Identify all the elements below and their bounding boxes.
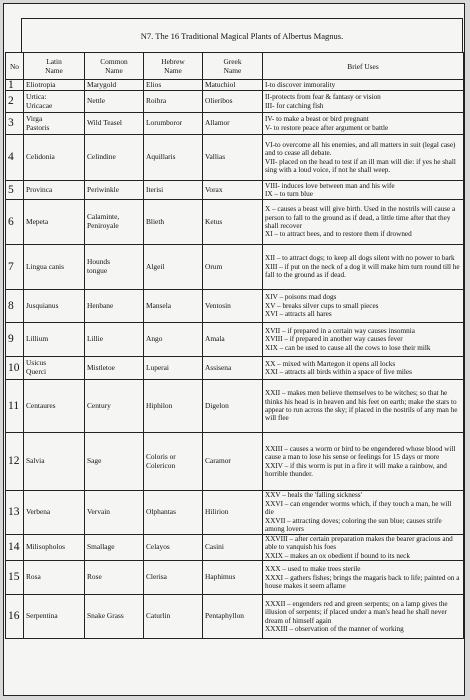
table-row [6, 433, 464, 491]
table-title: N7. The 16 Traditional Magical Plants of Albertus Magnus. [21, 18, 463, 52]
brief-uses-cell: I-to discover immorality [263, 80, 464, 91]
table-body [6, 80, 464, 639]
row-number: 15 [6, 561, 24, 595]
latin-name-cell: Lingua canis [24, 245, 85, 290]
common-name-cell: Mistletoe [85, 357, 144, 380]
plants-table [5, 52, 464, 639]
latin-name-cell: Verbena [24, 491, 85, 535]
brief-uses-cell: XX – mixed with Martegon it opens all locks XXI – attracts all birds within a space of five miles [263, 357, 464, 380]
greek-name-cell: Matuchiol [203, 80, 263, 91]
brief-uses-cell: XII – to attract dogs; to keep all dogs silent with no power to bark XIII – if put on the neck of a dog it will make him turn round till he fall to the ground as if dead. [263, 245, 464, 290]
latin-name-cell: Urtica: Uricacae [24, 91, 85, 113]
hebrew-name-cell: Ango [144, 323, 203, 357]
latin-name-cell: Rosa [24, 561, 85, 595]
brief-uses-cell: II-protects from fear & fantasy or vision III- for catching fish [263, 91, 464, 113]
greek-name-cell: Vallias [203, 135, 263, 181]
table-row [6, 561, 464, 595]
latin-name-cell: Eliotropia [24, 80, 85, 91]
common-name-cell: Marygold [85, 80, 144, 91]
header-common-name: Common Name [85, 53, 144, 80]
row-number: 6 [6, 200, 24, 245]
brief-uses-cell: XIV – poisons mad dogs XV – breaks silver cups to small pieces XVI – attracts all hares [263, 290, 464, 323]
brief-uses-cell: XVII – if prepared in a certain way causes insomnia XVIII – if prepared in another way causes fever XIX – can be used to cause all the cows to lose their milk [263, 323, 464, 357]
row-number: 16 [6, 595, 24, 639]
greek-name-cell: Haphimus [203, 561, 263, 595]
header-brief-uses: Brief Uses [263, 53, 464, 80]
row-number: 3 [6, 113, 24, 135]
latin-name-cell: Lillium [24, 323, 85, 357]
hebrew-name-cell: Clerisa [144, 561, 203, 595]
greek-name-cell: Assisena [203, 357, 263, 380]
latin-name-cell: Milisopholos [24, 535, 85, 561]
greek-name-cell: Ketus [203, 200, 263, 245]
table-row [6, 135, 464, 181]
header-latin-name: Latin Name [24, 53, 85, 80]
row-number: 5 [6, 181, 24, 200]
hebrew-name-cell: Algeil [144, 245, 203, 290]
hebrew-name-cell: Roibra [144, 91, 203, 113]
brief-uses-cell: XXIII – causes a worm or bird to be engendered whose blood will cause a man to lose his sense or feelings for 15 days or more XXIV – if this worm is put in a fire it will make a rainbow, and horrible thunder. [263, 433, 464, 491]
hebrew-name-cell: Coloris or Colericon [144, 433, 203, 491]
common-name-cell: Calaminte, Peniroyale [85, 200, 144, 245]
brief-uses-cell: XXXII – engenders red and green serpents; on a lamp gives the illusion of serpents; if placed under a man's head he shall never dream of himself again XXXIII – observation of the manner of working [263, 595, 464, 639]
row-number: 8 [6, 290, 24, 323]
latin-name-cell: Centaures [24, 380, 85, 433]
latin-name-cell: Serpentina [24, 595, 85, 639]
table-row [6, 323, 464, 357]
common-name-cell: Century [85, 380, 144, 433]
row-number: 7 [6, 245, 24, 290]
hebrew-name-cell: Celayos [144, 535, 203, 561]
latin-name-cell: Celidonia [24, 135, 85, 181]
common-name-cell: Vervain [85, 491, 144, 535]
row-number: 11 [6, 380, 24, 433]
row-number: 1 [6, 80, 24, 91]
header-greek-name: Greek Name [203, 53, 263, 80]
brief-uses-cell: VI-to overcome all his enemies, and all matters in suit (legal case) and to cease all debate. VII- placed on the head to test if an ill man will die: if yes he shall sing with a loud voice, if not he shall weep. [263, 135, 464, 181]
table-row [6, 595, 464, 639]
row-number: 2 [6, 91, 24, 113]
table-row [6, 357, 464, 380]
greek-name-cell: Amala [203, 323, 263, 357]
greek-name-cell: Digelon [203, 380, 263, 433]
table-row [6, 91, 464, 113]
common-name-cell: Nettle [85, 91, 144, 113]
latin-name-cell: Salvia [24, 433, 85, 491]
common-name-cell: Henbane [85, 290, 144, 323]
latin-name-cell: Jusquianus [24, 290, 85, 323]
table-row [6, 200, 464, 245]
table-row [6, 80, 464, 91]
latin-name-cell: Provinca [24, 181, 85, 200]
hebrew-name-cell: Luperai [144, 357, 203, 380]
latin-name-cell: Mepeta [24, 200, 85, 245]
greek-name-cell: Hilirion [203, 491, 263, 535]
table-row [6, 535, 464, 561]
document-page [3, 3, 465, 696]
row-number: 14 [6, 535, 24, 561]
common-name-cell: Periwinkle [85, 181, 144, 200]
hebrew-name-cell: Hiphilon [144, 380, 203, 433]
common-name-cell: Celindine [85, 135, 144, 181]
greek-name-cell: Allamor [203, 113, 263, 135]
greek-name-cell: Olieribos [203, 91, 263, 113]
common-name-cell: Smallage [85, 535, 144, 561]
greek-name-cell: Orum [203, 245, 263, 290]
brief-uses-cell: XXVIII – after certain preparation makes the bearer gracious and able to vanquish his foes XXIX – makes an ox obedient if bound to its neck [263, 535, 464, 561]
hebrew-name-cell: Lorumboror [144, 113, 203, 135]
common-name-cell: Snake Grass [85, 595, 144, 639]
brief-uses-cell: X – causes a beast will give birth. Used in the nostrils will cause a person to fall to the ground as if dead, a little time after that they shall recover XI – to attract bees, and to restore them if drowned [263, 200, 464, 245]
greek-name-cell: Ventosin [203, 290, 263, 323]
table-row [6, 491, 464, 535]
greek-name-cell: Casini [203, 535, 263, 561]
common-name-cell: Wild Teasel [85, 113, 144, 135]
header-no: No [6, 53, 24, 80]
table-row [6, 290, 464, 323]
brief-uses-cell: XXX – used to make trees sterile XXXI – gathers fishes; brings the magaris back to life; painted on a house makes it seem aflame [263, 561, 464, 595]
hebrew-name-cell: Caturlin [144, 595, 203, 639]
header-row [6, 53, 464, 80]
brief-uses-cell: XXV – heals the 'falling sickness' XXVI – can engender worms which, if they touch a man, he will die XXVII – attracting doves; coloring the sun blue; causes strife among lovers [263, 491, 464, 535]
greek-name-cell: Vorax [203, 181, 263, 200]
common-name-cell: Sage [85, 433, 144, 491]
hebrew-name-cell: Iterisi [144, 181, 203, 200]
row-number: 10 [6, 357, 24, 380]
hebrew-name-cell: Mansela [144, 290, 203, 323]
row-number: 12 [6, 433, 24, 491]
brief-uses-cell: XXII – makes men believe themselves to be witches; so that he thinks his head is in heaven and his feet on earth; make the stars to appear to run across the sky; if placed in the nostrils of any man he will flee [263, 380, 464, 433]
brief-uses-cell: IV- to make a beast or bird pregnant V- to restore peace after argument or battle [263, 113, 464, 135]
greek-name-cell: Caramor [203, 433, 263, 491]
common-name-cell: Lillie [85, 323, 144, 357]
latin-name-cell: Usicus Querci [24, 357, 85, 380]
table-row [6, 181, 464, 200]
row-number: 4 [6, 135, 24, 181]
greek-name-cell: Pentaphyllon [203, 595, 263, 639]
table-row [6, 380, 464, 433]
brief-uses-cell: VIII- induces love between man and his wife IX – to turn blue [263, 181, 464, 200]
hebrew-name-cell: Aquillaris [144, 135, 203, 181]
hebrew-name-cell: Blieth [144, 200, 203, 245]
row-number: 13 [6, 491, 24, 535]
row-number: 9 [6, 323, 24, 357]
table-row [6, 245, 464, 290]
common-name-cell: Rose [85, 561, 144, 595]
latin-name-cell: Virga Pastoris [24, 113, 85, 135]
table-row [6, 113, 464, 135]
common-name-cell: Hounds tongue [85, 245, 144, 290]
hebrew-name-cell: Elios [144, 80, 203, 91]
hebrew-name-cell: Olphantas [144, 491, 203, 535]
header-hebrew-name: Hebrew Name [144, 53, 203, 80]
